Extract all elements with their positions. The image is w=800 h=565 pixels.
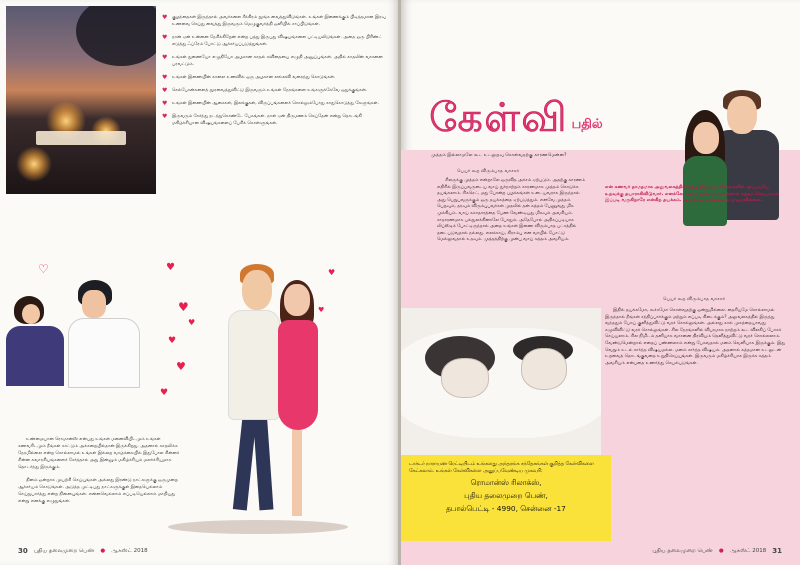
reader-question-2: என் கணவர் தாமதமாக அலுவலகத்திலிருந்து திரும்பும் நேரங்களில் அப்படியே உறவுக்கு தயாராகிவிடுவார். எனக்கோ அவர் கால் முகமெல்லாம் சுத்தம் செய்யாமல் இப்படி வருகிறாரே என்கிற தயக்கம். அவரிடம் சொல்லவும் முடியவில்லை. [605,185,780,204]
embracing-couple-illustration [679,90,789,230]
footer-separator-icon: ● [718,548,724,554]
tree-silhouette [76,6,156,66]
list-item: ♥ செல்போன்களைத் தூரவைத்துவிட்டு இருவரும் உங்கள் நேரங்களை உங்களுக்கேவே ஒதுக்குங்கள். [162,87,368,94]
heart-icon: ♥ [160,388,169,398]
paragraph: தினம் ஒன்றாக முயற்சி செய்யுங்கள் அல்லது இரண்டு நாட்களுக்கு ஒருமுறை ஆச்சர்யம் கொடுங்கள். அடுத்த முட்டிபது நாட்களுக்குள் இதையெல்லாம் செய்துபார்த்து என்ற நினையுங்கள். என்னவெல்லாம் எப்படியெல்லாம் மாறியது என்று எனக்கு எழுதுங்கள். [18,478,178,504]
magazine-name: புதிய தலைமுறை பெண் [652,547,713,554]
tips-list [162,14,386,133]
candlelight-dinner-photo [6,6,156,194]
heart-icon: ♥ [188,318,196,327]
address-line: தபால்பெட்டி - 4990, சென்னை -17 [446,504,566,513]
paragraph: உண்மையான ரொமான்ஸ் என்பது உங்கள் மனைவியிடமும் உங்கள் கணவரிடமும் நீங்கள் காட்டும் அக்கறையில்தான் இருக்கிறது. அதனால் காதலிக்க நேரமில்லை என்ற சொல்லாமல் உங்கள் இல்லற வாழ்க்கையில் இதுபோல சின்னச் சின்ன சுவாரசியங்களைச் சேர்த்தால் அது இன்னும் மகிழ்ச்சியும் மலர்ச்சியுமாக தொடர்ந்து இருக்கும். [18,437,180,470]
heart-icon: ♥ [178,300,189,314]
issue-date: ஆகஸ்ட் 2018 [729,547,767,554]
heart-bullet-icon: ♥ [162,14,168,21]
heart-icon: ♥ [168,336,177,346]
answer-column-2: இதில் தயக்கமோ, கூச்சமோ கொள்வதற்கு ஒன்றுமில்லை. தைரியமே சொல்லாமல் இருந்தால் நீங்கள் சந்திப்பார்க்கும் மற்றும் எப்படி கிடைக்கும்? அலுவலகத்தில் இருந்து வந்ததும் போய் குளித்துவிட்டு வரச் சொல்லுங்கள். அல்லது கால் முகத்தையாவது கழுவிவிட்டு வரச் சொல்லுங்கள். சில நேரங்களில் விபரமாக நாற்றம் கூட விலகிப் போகச் செய்யலாம். சில நிமிடம் தனியாக வாசனை திரவியம் தெளித்துவிட்டு வரச் சொல்லலாம். வேண்டுமென்றால் எதைப் பண்ணலாம் என்று பேசுவதால் மனம் வெளியாக இருக்கும். இது வெறும் உடல் சார்ந்த விஷயமல்ல. மனம் சார்ந்த விஷயம். அதனால் சுத்தமான உடலுடன் உறவைத் தொடங்குவதை உறுதிசெய்யுங்கள். இருவரும் மகிழ்ச்சியாக இருக்க சுத்தம் அவசியம் என்பதை உணர்ந்து செயல்படுங்கள். [605,308,786,366]
sleeping-couple-illustration [401,308,601,456]
list-item: ♥ உங்கள் இணையின் ஆசைகள், இலக்குகள், விருப்பங்களைச் சொல்லும்போது காதுகொடுத்து கேளுங்கள். [162,100,379,107]
candle-glow [16,146,52,182]
article-body [18,436,183,511]
heart-bullet-icon: ♥ [162,74,168,81]
doctor-note: டாக்டர் நாராயண ரெட்டியிடம் உங்களது அந்தரங்க சந்தேகங்கள் குறித்த கேள்விகளை கேட்கலாம். உங்கள் கேள்விகளை அனுப்பவேண்டிய முகவரி: [409,462,594,474]
heart-bullet-icon: ♥ [162,100,168,107]
address-line: ரொமான்ஸ் ரிலாக்ஸ், [470,478,542,487]
heart-icon: ♥ [166,262,175,273]
list-item: ♥ இருவரும் சேர்ந்து நடந்துகொண்டே பேசுங்கள். நாள் ஏன் திருமணம் செய்தேன் என்று தொடங்கி மகிழ்ச்சியான விஷயங்களைப் பேசிக் கொள்ளுங்கள். [162,113,362,126]
issue-date: ஆகஸ்ட் 2018 [111,547,148,554]
footer-separator-icon: ● [100,548,106,554]
heart-icon: ♥ [318,306,325,314]
list-item: ♥ உங்கள் இணையின் காலை உணவில் ஒரு அழகான லவ்லவி வரைந்து கொடுங்கள். [162,74,336,81]
list-item: ♥ நான் ஏன் உன்னை நேசிக்கிறேன் என்ற பத்து இருபது விஷயங்களை பட்டியலிடுங்கள். அதை ஒரு பிரிண்ட் எடுத்து ஃப்ரேம் போட்டு ஆச்சர்யப்படுத்துங்கள். [162,34,382,47]
question-signature: பெயர் கூற விரும்பாத வாசகர் [457,169,520,174]
heart-bullet-icon: ♥ [162,34,168,41]
left-page [0,0,399,565]
reader-question: முத்தம் இல்லாமலே கூட உடலுறவு கொள்வதற்கு காரணமென்ன? [431,153,567,158]
dinner-table [36,131,126,145]
page-number: 30 [18,547,28,555]
right-page [401,0,800,565]
address-line: புதிய தலைமுறை பெண், [464,491,548,500]
magazine-name: புதிய தலைமுறை பெண் [33,547,95,554]
dancing-couple-illustration [186,230,346,530]
hand-kiss-illustration [6,268,154,388]
section-title [429,96,603,140]
heart-bullet-icon: ♥ [162,113,168,120]
heart-icon: ♥ [176,360,186,373]
heart-icon: ♥ [328,268,336,277]
question2-signature: பெயர் கூற விரும்பாத வாசகர் [663,297,726,302]
page-number: 31 [772,547,782,555]
answer-column-1: சிலருக்கு முத்தம் என்றாலே ஒருவித அச்சம் ஏற்படும். அதற்கு காரணம் எதிரில் இருப்பவருடைய வாய் துர்நாற்றம் காரணமாக முத்தம் கொடுக்க தயங்கலாம். சிகரெட், மது போன்ற பழக்கங்கள் உடையவராக இருந்தால் அது பெறுபவருக்கும் ஒரு தயக்கத்தை ஏற்படுத்தும். எனவே முத்தம் பெறவும், தரவும் விரும்புபவர்கள் முதலில் தன் சுத்தம் பேணுவது மிக முக்கியம். வாய் சுகாதாரத்தை பேண வேண்டியது மிகவும் அவசியம். சாதாரணமாக பல்துலக்கினாலே போதும். அதேபோல் அதிகப்படியாக லிப்ஸ்டிக் போட்டிருந்தால் அதை உங்கள் இணை விரும்பாத பட்சத்தில் தடைபடுவதால் நல்லது. எலக்காய், கிராம்பு என வாயில் போட்டு மெல்லுவதால் உதவும். முத்தத்திற்கு முன்பு வாய் சுத்தம் அவசியம். [437,178,585,243]
list-item: ♥ உங்கள் துணையோ எழுதியோ அழகான காதல் கவிதையை எழுதி அனுப்புங்கள். அதில் காதலின் வாசனை பரவட்டும். [162,54,383,67]
list-item: ♥ குழந்தைகள் இருந்தால் அவர்களை சீக்கிரம் தூங்க வைத்துவிடுங்கள். உங்கள் இணைக்கும் பிடித்தமான இரவு உணவை செய்து வைத்து இருவரும் மெழுகுவர்த்தி ஒளியில் சாப்பிடுங்கள். [162,14,386,27]
contact-address-box [401,455,611,541]
heart-bullet-icon: ♥ [162,87,168,94]
heart-outline-icon: ♡ [38,262,49,276]
title-sub: பதில் [571,117,603,132]
page-footer [18,547,148,555]
title-main: கேள்வி [429,95,568,140]
page-footer [652,547,782,555]
heart-bullet-icon: ♥ [162,54,168,61]
